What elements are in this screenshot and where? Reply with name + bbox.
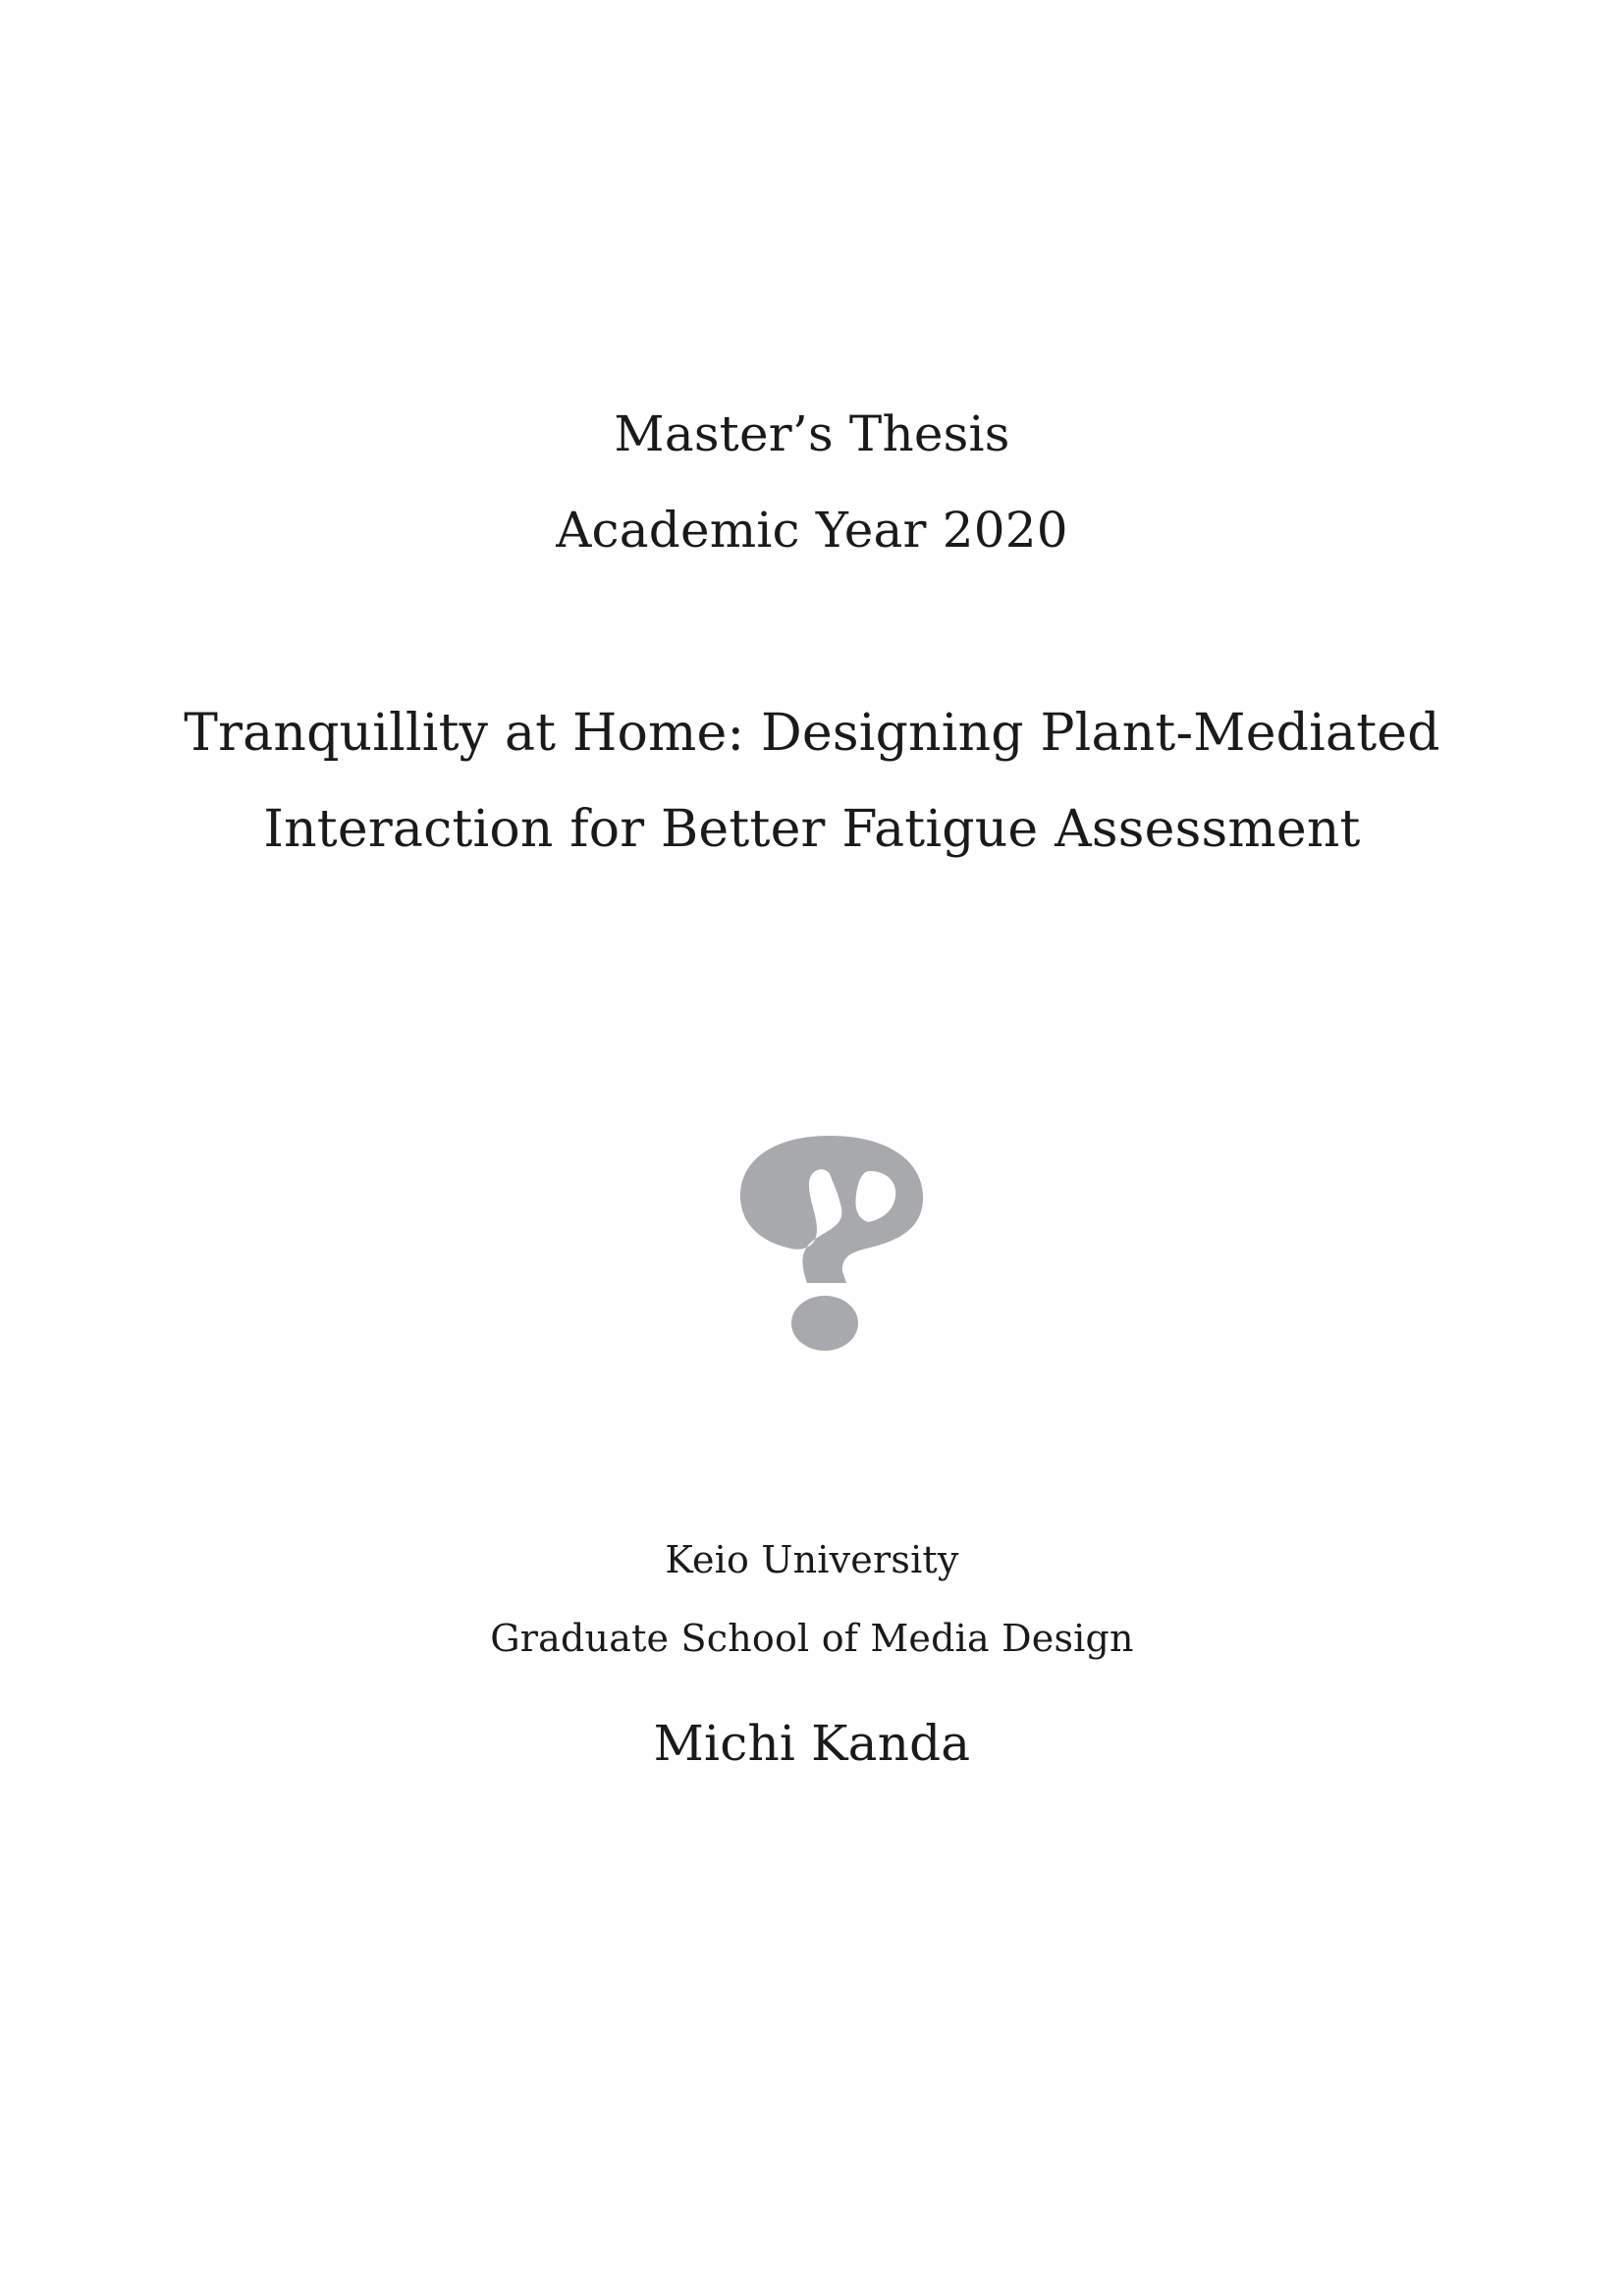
thesis-type: Master’s Thesis (614, 405, 1010, 462)
keio-question-mark-logo-icon (738, 1134, 925, 1355)
question-mark-hook-shape (740, 1136, 923, 1283)
thesis-title-line-2: Interaction for Better Fatigue Assessment (263, 800, 1361, 859)
academic-year: Academic Year 2020 (556, 502, 1068, 559)
question-mark-dot-shape (791, 1296, 858, 1351)
graduate-school-name: Graduate School of Media Design (490, 1617, 1134, 1660)
author-name: Michi Kanda (653, 1715, 971, 1772)
thesis-title-line-1: Tranquillity at Home: Designing Plant-Mediated (184, 704, 1440, 763)
university-name: Keio University (665, 1538, 959, 1581)
